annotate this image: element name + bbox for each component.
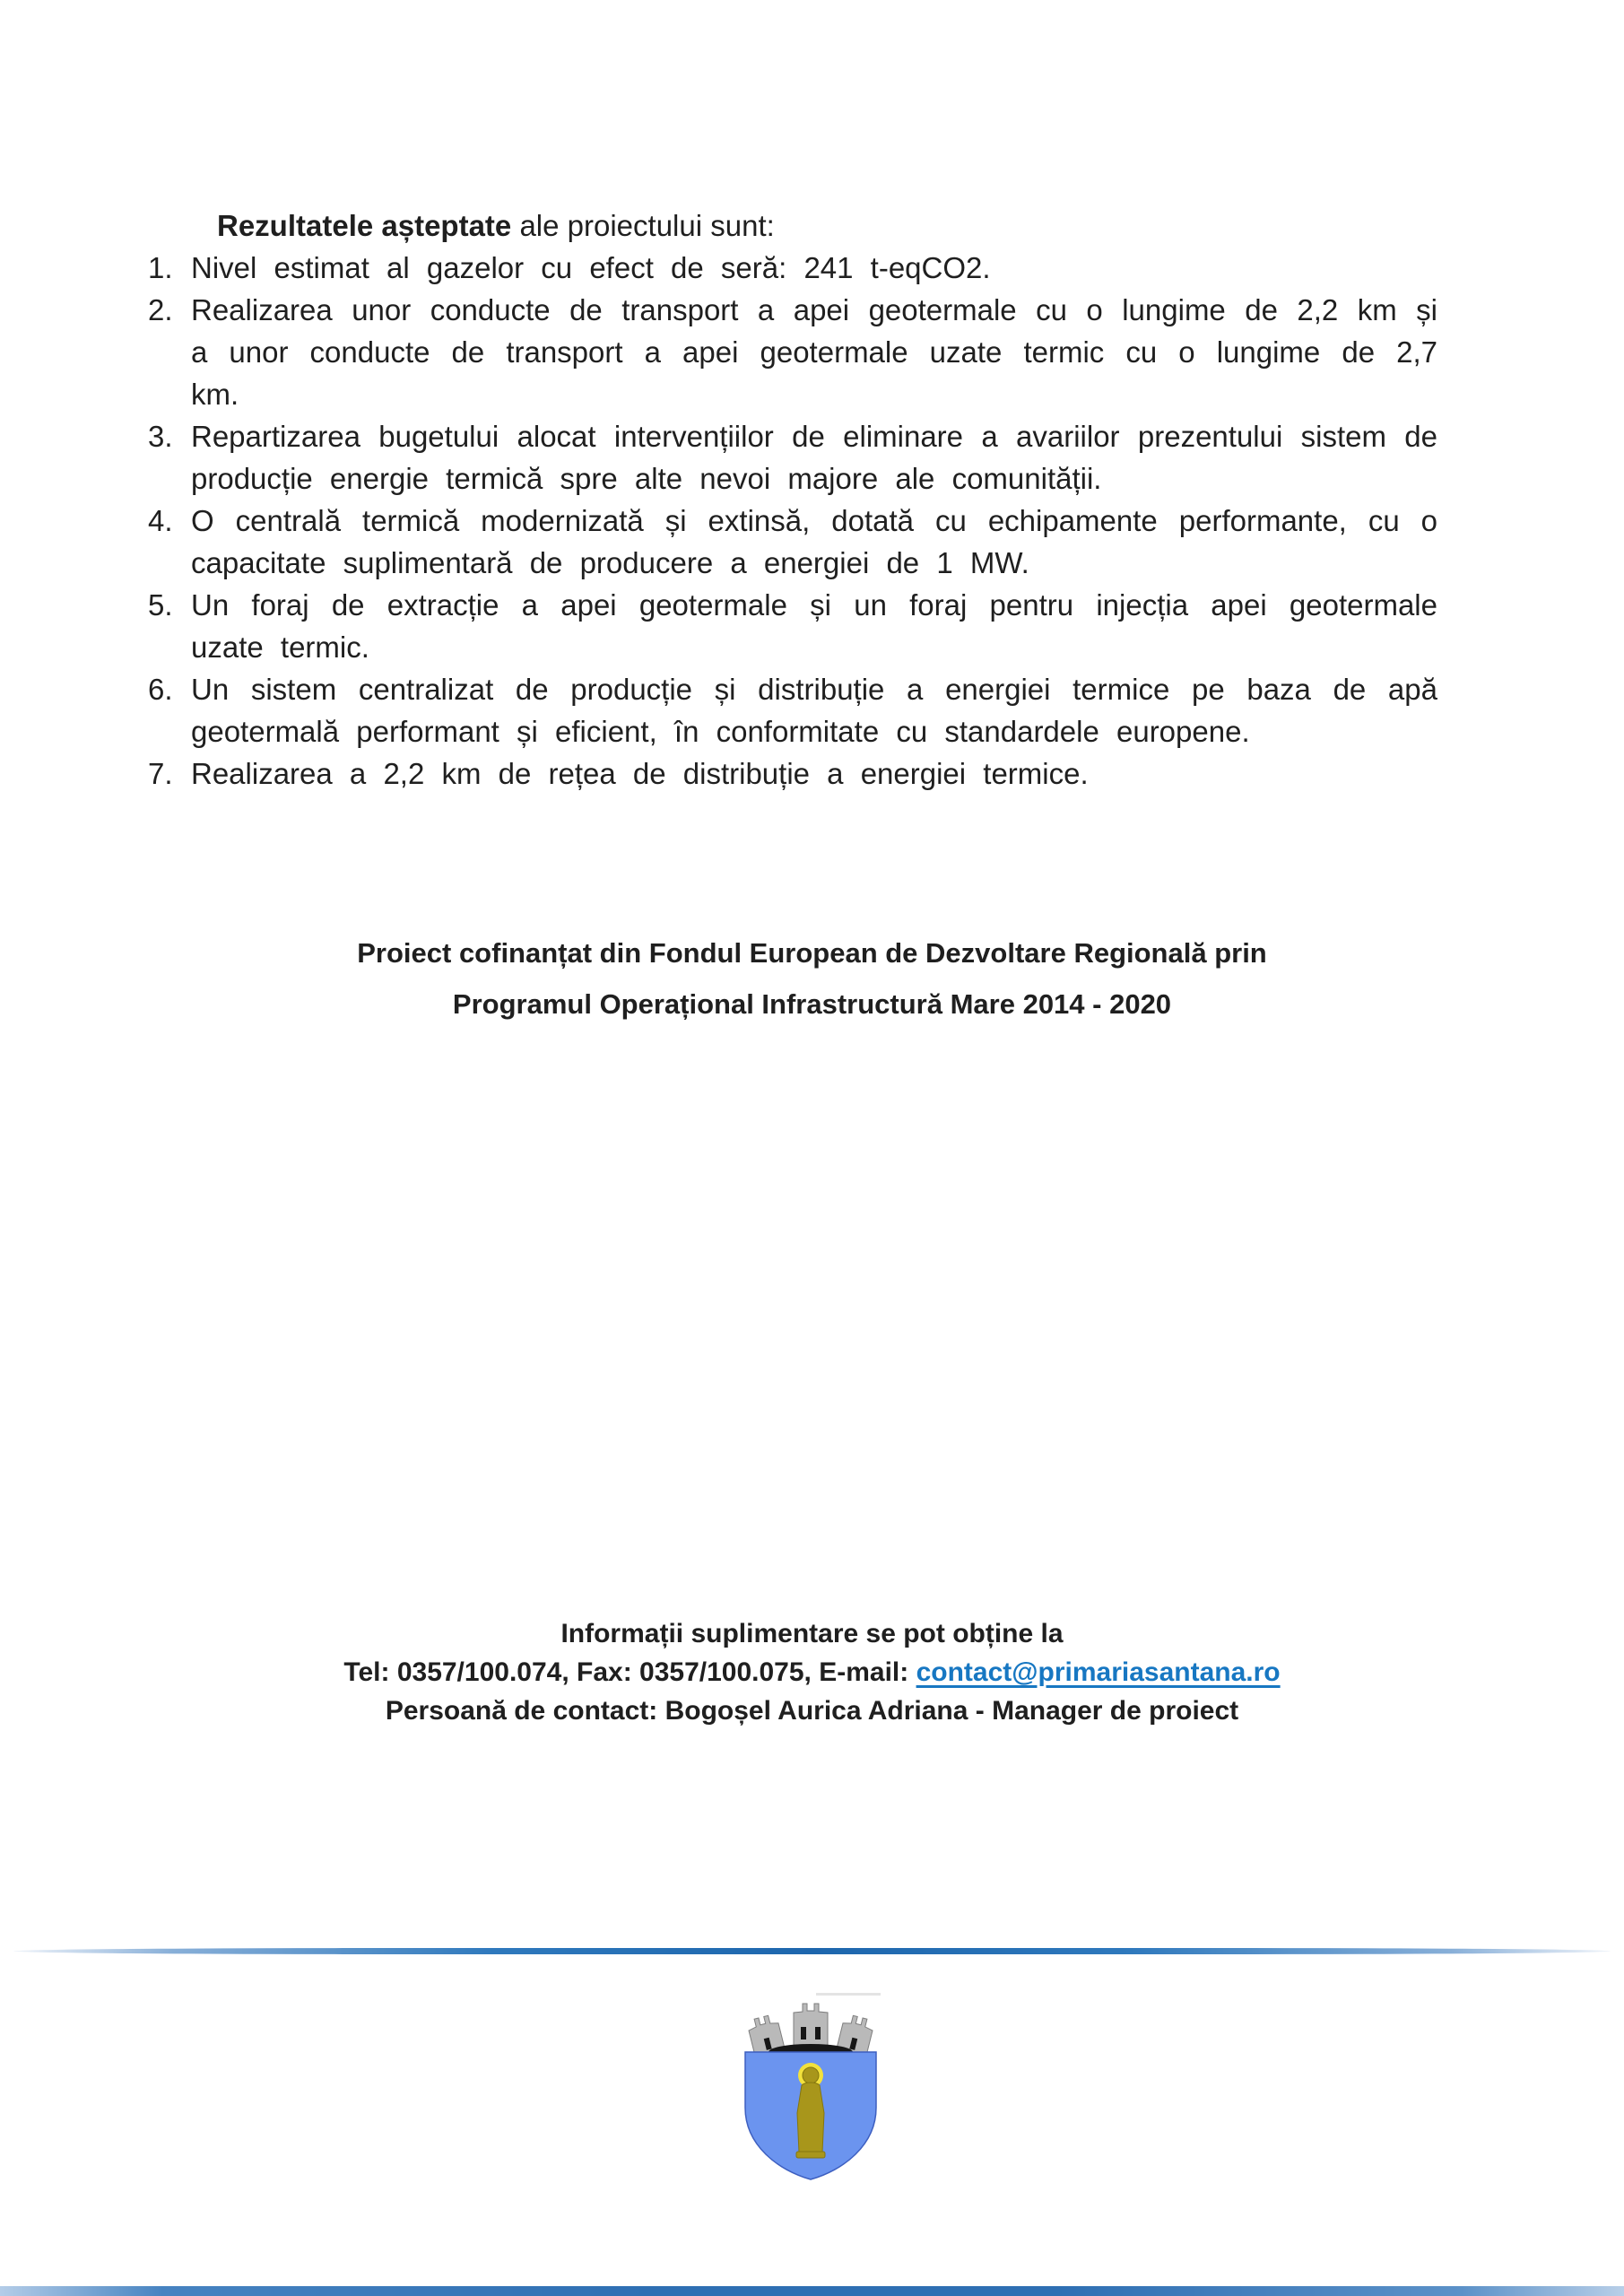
list-item bbox=[148, 415, 1437, 500]
item-text: Realizarea unor conducte de transport a apei geotermale cu o lungime de 2,2 km și a unor conducte de transport a apei geotermale uzate termic cu o lungime de 2,7 km. bbox=[191, 293, 1437, 411]
email-link[interactable]: contact@primariasantana.ro bbox=[916, 1657, 1281, 1687]
item-number: 4. bbox=[148, 504, 173, 537]
funding-line-2: Programul Operațional Infrastructură Mare 2014 - 2020 bbox=[452, 988, 1172, 1020]
list-item bbox=[148, 289, 1437, 415]
list-item bbox=[148, 752, 1437, 795]
bottom-bar bbox=[0, 2286, 1624, 2296]
contact-tel-fax bbox=[0, 1653, 1624, 1692]
results-title bbox=[217, 204, 1437, 247]
faint-line bbox=[816, 1993, 881, 1996]
item-number: 2. bbox=[148, 293, 173, 326]
item-number: 6. bbox=[148, 673, 173, 706]
list-item bbox=[148, 500, 1437, 584]
results-title-rest: ale proiectului sunt: bbox=[511, 209, 775, 242]
item-text: Repartizarea bugetului alocat intervențiilor de eliminare a avariilor prezentului sistem de producție energie termică spre alte nevoi majore ale comunității. bbox=[191, 420, 1437, 495]
item-number: 7. bbox=[148, 757, 173, 790]
item-number: 5. bbox=[148, 588, 173, 622]
results-title-bold: Rezultatele așteptate bbox=[217, 209, 512, 242]
results-list bbox=[148, 247, 1437, 795]
item-number: 1. bbox=[148, 251, 173, 284]
item-text: Un sistem centralizat de producție și distribuție a energiei termice pe baza de apă geotermală performant și eficient, în conformitate cu standardele europene. bbox=[191, 673, 1437, 748]
list-item bbox=[148, 668, 1437, 752]
funding-line-1: Proiect cofinanțat din Fondul European de Dezvoltare Regională prin bbox=[357, 937, 1267, 969]
contact-info bbox=[0, 1614, 1624, 1730]
contact-person: Persoană de contact: Bogoșel Aurica Adriana - Manager de proiect bbox=[385, 1696, 1239, 1726]
item-text: Nivel estimat al gazelor cu efect de seră: 241 t-eqCO2. bbox=[191, 251, 991, 284]
results-section bbox=[148, 204, 1437, 795]
item-text: Realizarea a 2,2 km de rețea de distribuție a energiei termice. bbox=[191, 757, 1089, 790]
contact-heading: Informații suplimentare se pot obține la bbox=[560, 1619, 1064, 1648]
item-text: Un foraj de extracție a apei geotermale și un foraj pentru injecția apei geotermale uzate termic. bbox=[191, 588, 1437, 664]
contact-tel-fax-prefix: Tel: 0357/100.074, Fax: 0357/100.075, E-mail: bbox=[343, 1657, 916, 1687]
list-item bbox=[148, 247, 1437, 289]
list-item bbox=[148, 584, 1437, 668]
item-number: 3. bbox=[148, 420, 173, 453]
section-divider bbox=[13, 1948, 1611, 1954]
coat-of-arms bbox=[741, 1993, 881, 2181]
funding-statement bbox=[0, 927, 1624, 1030]
item-text: O centrală termică modernizată și extinsă, dotată cu echipamente performante, cu o capacitate suplimentară de producere a energiei de 1 MW. bbox=[191, 504, 1437, 579]
